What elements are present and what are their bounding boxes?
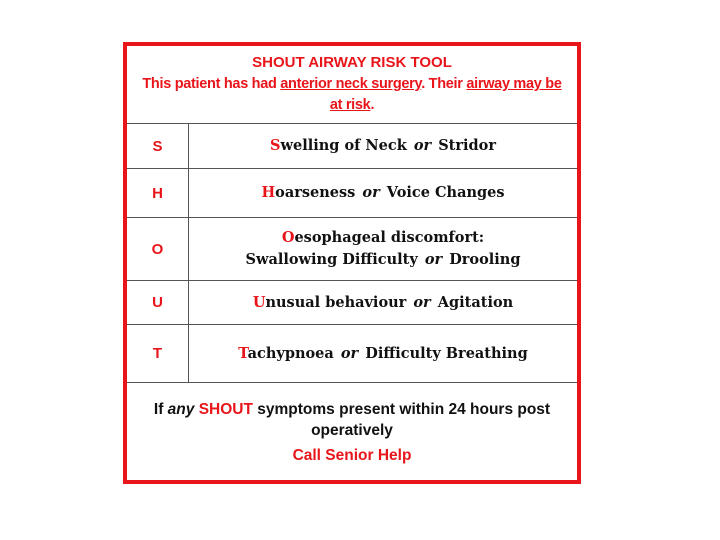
text-part: Stridor (438, 137, 496, 154)
row-u (127, 281, 577, 325)
text-part: nusual behaviour (265, 293, 407, 311)
tool-subtitle (127, 72, 577, 116)
row-description (189, 281, 577, 324)
first-letter: O (281, 229, 295, 246)
subtitle-airway-risk: airway may be at risk (329, 76, 562, 113)
subtitle-prefix: This patient has had (142, 76, 281, 92)
row-s (127, 124, 577, 169)
row-description (189, 169, 577, 217)
text-part: Voice Changes (386, 184, 505, 201)
text-part: achypnoea (247, 344, 334, 362)
row-t (127, 325, 577, 383)
tool-footer (127, 383, 577, 466)
footer-rest: symptoms present within 24 hours post operatively (257, 401, 551, 439)
first-letter: U (252, 293, 266, 311)
row-letter: T (127, 325, 189, 382)
subtitle-mid: . Their (421, 76, 467, 92)
conjunction: or (340, 344, 359, 362)
first-letter: S (270, 137, 281, 154)
conjunction: or (362, 184, 380, 201)
text-part: oarseness (275, 184, 356, 201)
text-part: Agitation (437, 293, 514, 311)
text-part: esophageal discomfort: (294, 229, 485, 246)
row-letter: O (127, 218, 189, 280)
call-senior-help: Call Senior Help (292, 447, 412, 464)
row-letter: U (127, 281, 189, 324)
text-part: Drooling (449, 251, 521, 268)
text-part: Difficulty Breathing (365, 344, 528, 362)
first-letter: T (238, 344, 248, 362)
first-letter: H (261, 184, 276, 201)
row-description (189, 124, 577, 168)
shout-airway-risk-tool (123, 42, 581, 484)
tool-header (127, 46, 577, 124)
footer-shout: SHOUT (198, 401, 253, 418)
row-description (189, 218, 577, 280)
footer-instruction (127, 399, 577, 441)
row-o (127, 218, 577, 281)
subtitle-surgery: anterior neck surgery (280, 76, 422, 92)
conjunction: or (413, 137, 432, 154)
row-letter: S (127, 124, 189, 168)
footer-if: If (153, 401, 164, 418)
row-description (189, 325, 577, 382)
subtitle-suffix: . (370, 97, 375, 113)
conjunction: or (413, 293, 431, 311)
text-part: welling of Neck (280, 137, 407, 154)
text-part: Swallowing Difficulty (245, 251, 418, 268)
footer-any: any (167, 401, 195, 418)
tool-title: SHOUT AIRWAY RISK TOOL (252, 54, 452, 71)
conjunction: or (424, 251, 443, 268)
row-h (127, 169, 577, 218)
row-letter: H (127, 169, 189, 217)
